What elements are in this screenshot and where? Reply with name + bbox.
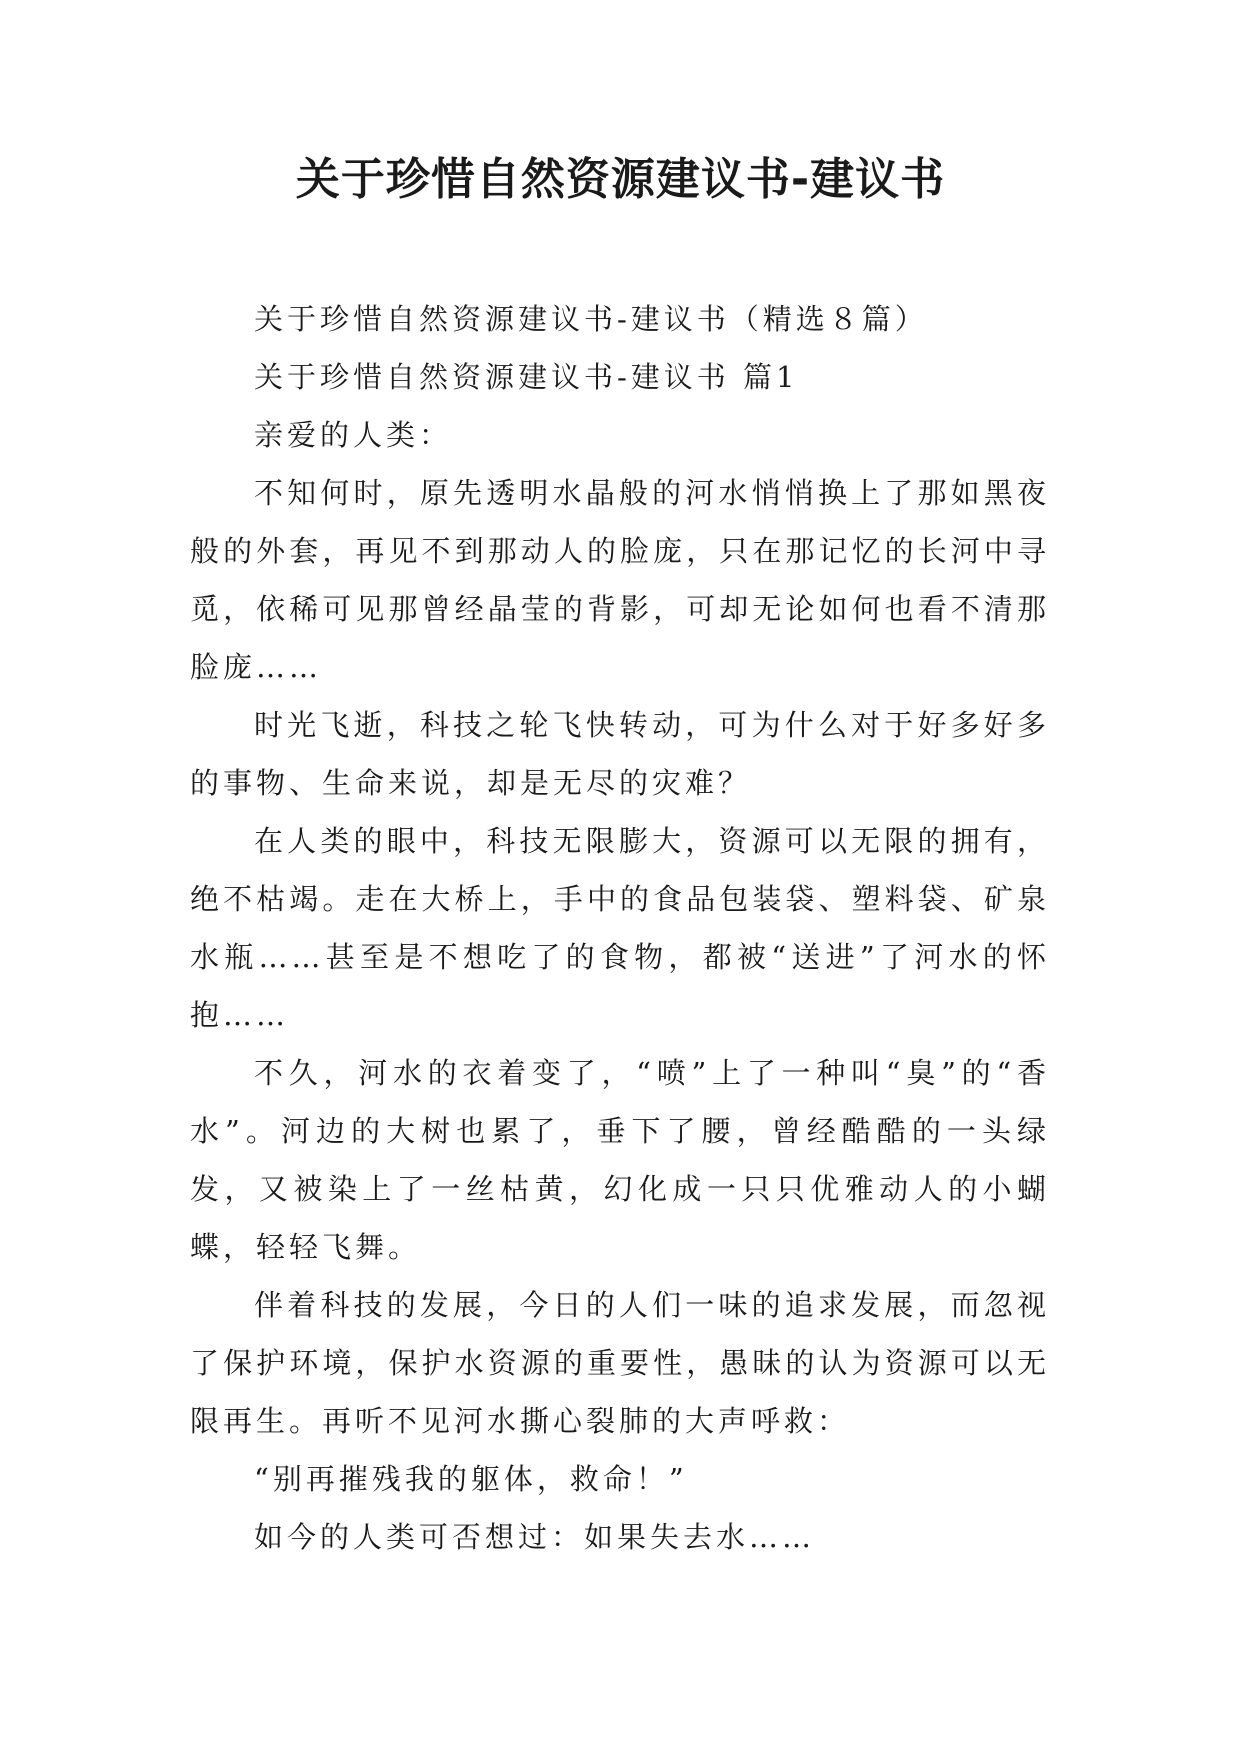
paragraph-salutation: 亲爱的人类： — [254, 418, 453, 452]
paragraph: 不知何时，原先透明水晶般的河水悄悄换上了那如黑夜般的外套，再见不到那动人的脸庞，只在那记忆的长河中寻觅，依稀可见那曾经晶莹的背影，可却无论如何也看不清那脸庞…… — [190, 476, 1050, 684]
paragraph: 伴着科技的发展，今日的人们一味的追求发展，而忽视了保护环境，保护水资源的重要性，愚昧的认为资源可以无限再生。再听不见河水撕心裂肺的大声呼救： — [190, 1288, 1050, 1438]
paragraph: 不久，河水的衣着变了，“喷”上了一种叫“臭”的“香水”。河边的大树也累了，垂下了腰，曾经酷酷的一头绿发，又被染上了一丝枯黄，幻化成一只只优雅动人的小蝴蝶，轻轻飞舞。 — [190, 1056, 1050, 1264]
paragraph: 如今的人类可否想过：如果失去水…… — [254, 1520, 816, 1554]
paragraph-quote: “别再摧残我的躯体，救命！” — [254, 1462, 688, 1496]
paragraph: 在人类的眼中，科技无限膨大，资源可以无限的拥有，绝不枯竭。走在大桥上，手中的食品包装袋、塑料袋、矿泉水瓶……甚至是不想吃了的食物，都被“送进”了河水的怀抱…… — [190, 824, 1050, 1032]
paragraph: 时光飞逝，科技之轮飞快转动，可为什么对于好多好多的事物、生命来说，却是无尽的灾难？ — [190, 708, 1050, 800]
paragraph-subtitle: 关于珍惜自然资源建议书-建议书（精选８篇） — [254, 302, 928, 336]
paragraph-section-heading: 关于珍惜自然资源建议书-建议书 篇1 — [254, 360, 799, 394]
document-title: 关于珍惜自然资源建议书-建议书 — [295, 154, 946, 205]
document-body — [190, 290, 1050, 1566]
